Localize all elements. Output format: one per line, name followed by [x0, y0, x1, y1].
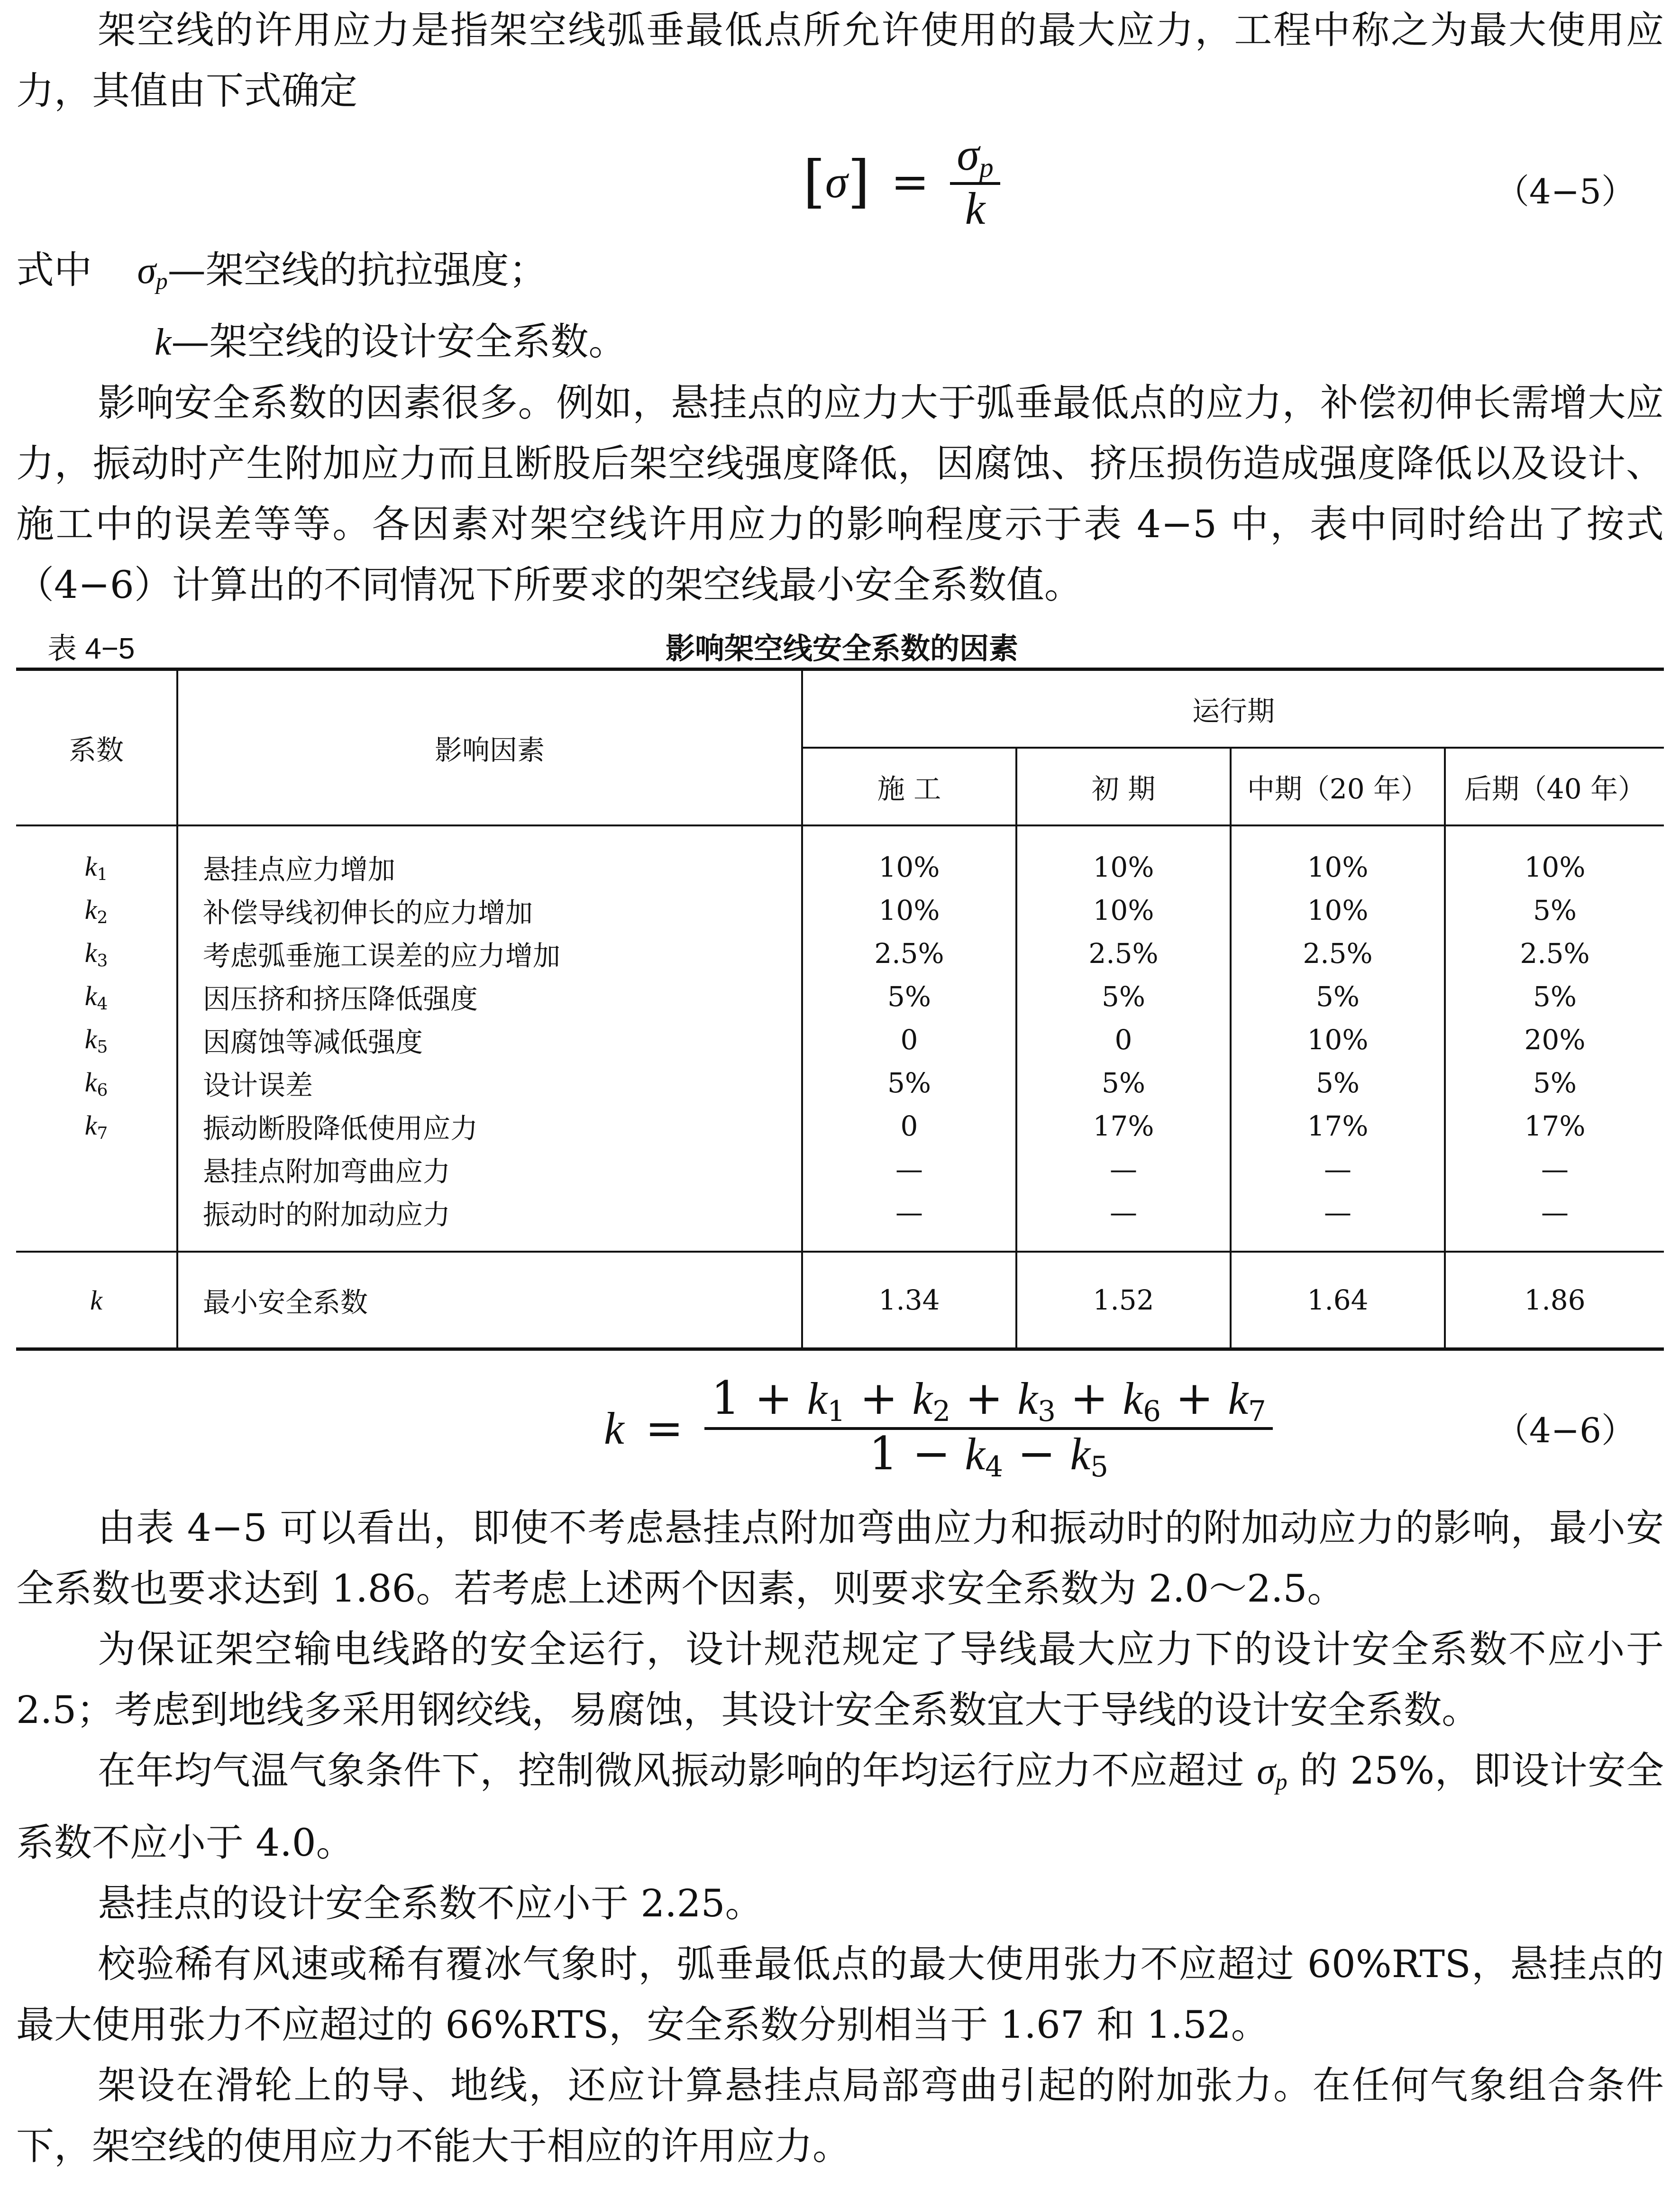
value-cell: 5%	[1016, 1061, 1231, 1104]
paragraph-4: 为保证架空输电线路的安全运行，设计规范规定了导线最大应力下的设计安全系数不应小于 2.5；考虑到地线多采用钢绞线，易腐蚀，其设计安全系数宜大于导线的设计安全系数。	[16, 1627, 1664, 1732]
header-col-construction: 施 工	[802, 748, 1016, 825]
table-row	[16, 825, 1664, 888]
header-col-early: 初 期	[1016, 748, 1231, 825]
factor-cell: 因腐蚀等减低强度	[177, 1018, 802, 1061]
table-row	[16, 975, 1664, 1018]
paragraph-1: 架空线的许用应力是指架空线弧垂最低点所允许使用的最大应力，工程中称之为最大使用应力，其值由下式确定	[16, 8, 1664, 113]
paragraph-2: 影响安全系数的因素很多。例如，悬挂点的应力大于弧垂最低点的应力，补偿初伸长需增大应力，振动时产生附加应力而且断股后架空线强度降低，因腐蚀、挤压损伤造成强度降低以及设计、施工中的误差等等。各因素对架空线许用应力的影响程度示于表 4−5 中，表中同时给出了按式（4−6）计算出的不同情况下所要求的架空线最小安全系数值。	[16, 381, 1664, 607]
value-cell: —	[1016, 1147, 1231, 1191]
value-cell: 2.5%	[1445, 932, 1664, 975]
coef-cell	[16, 1147, 177, 1191]
factor-cell: 振动断股降低使用应力	[177, 1104, 802, 1147]
coef-cell: $k_3$	[84, 937, 108, 971]
table-row	[16, 888, 1664, 932]
equation-number: （4−6）	[1495, 1410, 1635, 1451]
table-title: 影响架空线安全系数的因素	[666, 631, 1019, 666]
summary-k: k	[16, 1252, 177, 1349]
header-col-late: 后期（40 年）	[1445, 748, 1664, 825]
header-col-mid: 中期（20 年）	[1231, 748, 1445, 825]
summary-label: 最小安全系数	[177, 1252, 802, 1349]
value-cell: 2.5%	[802, 932, 1016, 975]
coef-cell: $k_5$	[84, 1023, 108, 1057]
value-cell: 5%	[802, 975, 1016, 1018]
value-cell: —	[1445, 1191, 1664, 1252]
paragraph-3: 由表 4−5 可以看出，即使不考虑悬挂点附加弯曲应力和振动时的附加动应力的影响，最小安全系数也要求达到 1.86。若考虑上述两个因素，则要求安全系数为 2.0～2.5。	[16, 1506, 1664, 1611]
value-cell: 17%	[1445, 1104, 1664, 1147]
table-row	[16, 932, 1664, 975]
table-row	[16, 1104, 1664, 1147]
value-cell: —	[1231, 1147, 1445, 1191]
summary-value: 1.86	[1445, 1252, 1664, 1349]
value-cell: 5%	[1445, 888, 1664, 932]
value-cell: —	[802, 1191, 1016, 1252]
paragraph-6: 悬挂点的设计安全系数不应小于 2.25。	[98, 1881, 763, 1925]
paragraph-5: 在年均气温气象条件下，控制微风振动影响的年均运行应力不应超过 $\sigma_p$ 的 25%，即设计安全系数不应小于 4.0。	[16, 1749, 1664, 1865]
value-cell: 5%	[1231, 1061, 1445, 1104]
factor-cell: 悬挂点应力增加	[177, 825, 802, 888]
k-definition: —架空线的设计安全系数。	[171, 320, 627, 364]
factor-cell: 因压挤和挤压降低强度	[177, 975, 802, 1018]
value-cell: 10%	[1016, 888, 1231, 932]
paragraph-8: 架设在滑轮上的导、地线，还应计算悬挂点局部弯曲引起的附加张力。在任何气象组合条件下，架空线的使用应力不能大于相应的许用应力。	[16, 2063, 1664, 2168]
coef-cell: $k_4$	[84, 980, 108, 1014]
value-cell: —	[802, 1147, 1016, 1191]
sigma-definition: —架空线的抗拉强度；	[167, 248, 547, 292]
equation-4-6: k = $\frac{1 + k_1 + k_2 + k_3 + k_6 + k_7}{1 - k_4 - k_5}$ （4−6）	[604, 1372, 1635, 1484]
summary-value: 1.52	[1016, 1252, 1231, 1349]
coef-cell: $k_7$	[84, 1109, 108, 1143]
value-cell: 10%	[1445, 825, 1664, 888]
value-cell: —	[1445, 1147, 1664, 1191]
where-line-k: k—架空线的设计安全系数。	[155, 320, 627, 364]
value-cell: 17%	[1016, 1104, 1231, 1147]
where-line-sigma: 式中 $\sigma_p—$架空线的抗拉强度；	[16, 248, 547, 294]
value-cell: 10%	[1016, 825, 1231, 888]
summary-value: 1.64	[1231, 1252, 1445, 1349]
value-cell: 20%	[1445, 1018, 1664, 1061]
table-caption	[16, 615, 1664, 668]
coef-cell: $k_2$	[84, 894, 108, 927]
coef-cell: $k_1$	[84, 851, 108, 884]
value-cell: 10%	[1231, 825, 1445, 888]
table-row	[16, 1191, 1664, 1252]
equation-number: （4−5）	[1495, 172, 1635, 211]
value-cell: 5%	[802, 1061, 1016, 1104]
where-prefix: 式中	[16, 248, 92, 292]
value-cell: —	[1231, 1191, 1445, 1252]
factor-cell: 振动时的附加动应力	[177, 1191, 802, 1252]
factor-cell: 悬挂点附加弯曲应力	[177, 1147, 802, 1191]
value-cell: 10%	[1231, 888, 1445, 932]
value-cell: 10%	[802, 825, 1016, 888]
value-cell: 10%	[1231, 1018, 1445, 1061]
header-factor: 影响因素	[177, 669, 802, 826]
factor-cell: 考虑弧垂施工误差的应力增加	[177, 932, 802, 975]
value-cell: 2.5%	[1016, 932, 1231, 975]
value-cell: 5%	[1016, 975, 1231, 1018]
summary-value: 1.34	[802, 1252, 1016, 1349]
value-cell: 0	[802, 1104, 1016, 1147]
value-cell: 5%	[1231, 975, 1445, 1018]
coef-cell: $k_6$	[84, 1066, 108, 1100]
value-cell: 17%	[1231, 1104, 1445, 1147]
table-row	[16, 1147, 1664, 1191]
value-cell: 0	[1016, 1018, 1231, 1061]
factor-cell: 设计误差	[177, 1061, 802, 1104]
value-cell: —	[1016, 1191, 1231, 1252]
value-cell: 5%	[1445, 975, 1664, 1018]
value-cell: 5%	[1445, 1061, 1664, 1104]
equation-4-5: [σ] = $\frac{\sigma_p}{k}$ （4−5）	[803, 129, 1635, 234]
table-row	[16, 1018, 1664, 1061]
paragraph-7: 校验稀有风速或稀有覆冰气象时，弧垂最低点的最大使用张力不应超过 60%RTS，悬挂点的最大使用张力不应超过的 66%RTS，安全系数分别相当于 1.67 和 1.52。	[16, 1942, 1664, 2047]
value-cell: 2.5%	[1231, 932, 1445, 975]
value-cell: 0	[802, 1018, 1016, 1061]
safety-factor-table	[16, 668, 1664, 1351]
coef-cell	[16, 1191, 177, 1252]
header-period: 运行期	[802, 669, 1664, 748]
factor-cell: 补偿导线初伸长的应力增加	[177, 888, 802, 932]
header-coef: 系数	[16, 669, 177, 826]
table-label: 表 4−5	[47, 632, 135, 666]
table-row	[16, 1061, 1664, 1104]
value-cell: 10%	[802, 888, 1016, 932]
